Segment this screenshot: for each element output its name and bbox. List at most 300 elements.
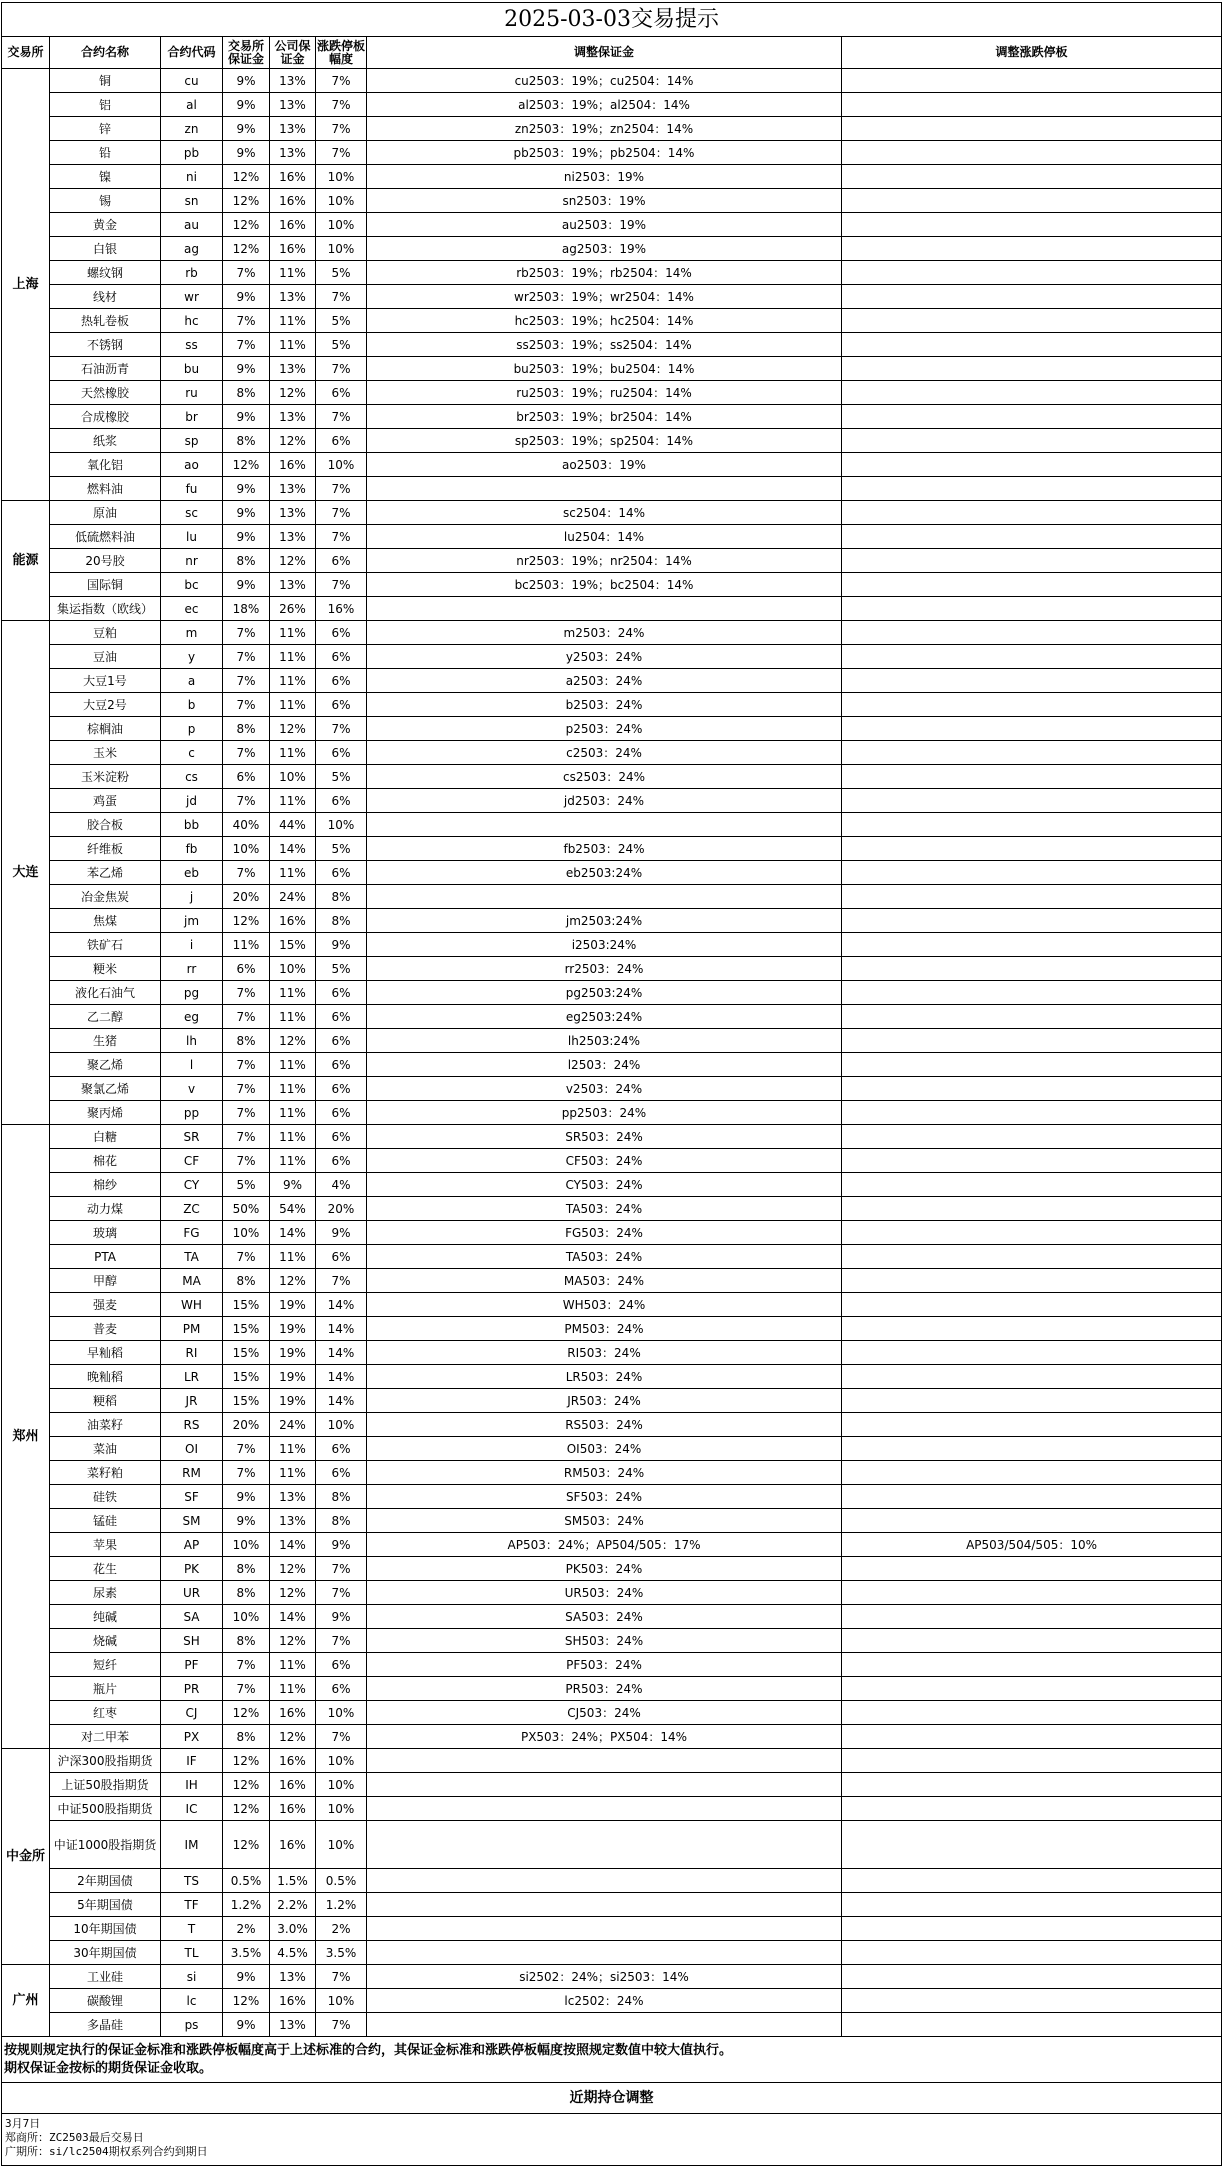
contract-name-cell: 5年期国债	[50, 1893, 161, 1917]
contract-code-cell: sn	[161, 189, 223, 213]
adjusted-limit-cell	[842, 141, 1222, 165]
adjusted-limit-cell	[842, 1821, 1222, 1869]
footer-line: 郑商所：ZC2503最后交易日	[5, 2131, 144, 2144]
adjusted-limit-cell	[842, 381, 1222, 405]
contract-name-cell: 菜油	[50, 1437, 161, 1461]
table-row	[2, 1677, 1222, 1701]
company-margin-cell: 13%	[270, 1965, 316, 1989]
exchange-margin-cell: 12%	[223, 1821, 270, 1869]
adjusted-margin-cell: lh2503:24%	[367, 1029, 842, 1053]
contract-name-cell: 胶合板	[50, 813, 161, 837]
exchange-margin-cell: 8%	[223, 549, 270, 573]
adjusted-limit-cell	[842, 1173, 1222, 1197]
contract-code-cell: ss	[161, 333, 223, 357]
contract-code-cell: nr	[161, 549, 223, 573]
exchange-cell: 广州	[2, 1965, 50, 2037]
contract-code-cell: hc	[161, 309, 223, 333]
table-row	[2, 1437, 1222, 1461]
company-margin-cell: 26%	[270, 597, 316, 621]
adjusted-margin-cell	[367, 1869, 842, 1893]
contract-name-cell: 白银	[50, 237, 161, 261]
table-row	[2, 1773, 1222, 1797]
exchange-margin-cell: 20%	[223, 885, 270, 909]
company-margin-cell: 11%	[270, 1125, 316, 1149]
table-row	[2, 165, 1222, 189]
adjusted-margin-cell: bc2503：19%；bc2504：14%	[367, 573, 842, 597]
contract-code-cell: j	[161, 885, 223, 909]
exchange-margin-cell: 5%	[223, 1173, 270, 1197]
price-limit-cell: 9%	[316, 1221, 367, 1245]
contract-name-cell: 纸浆	[50, 429, 161, 453]
contract-name-cell: 烧碱	[50, 1629, 161, 1653]
adjusted-limit-cell	[842, 1077, 1222, 1101]
contract-name-cell: 多晶硅	[50, 2013, 161, 2037]
adjusted-limit-cell	[842, 693, 1222, 717]
table-row	[2, 1293, 1222, 1317]
position-adjust-notes	[2, 2114, 1222, 2166]
adjusted-margin-cell: cu2503：19%；cu2504：14%	[367, 69, 842, 93]
contract-code-cell: wr	[161, 285, 223, 309]
table-row	[2, 621, 1222, 645]
contract-name-cell: 集运指数（欧线）	[50, 597, 161, 621]
exchange-margin-cell: 12%	[223, 909, 270, 933]
contract-code-cell: LR	[161, 1365, 223, 1389]
adjusted-margin-cell: ss2503：19%；ss2504：14%	[367, 333, 842, 357]
company-margin-cell: 13%	[270, 2013, 316, 2037]
company-margin-cell: 4.5%	[270, 1941, 316, 1965]
adjusted-margin-cell: sn2503：19%	[367, 189, 842, 213]
company-margin-cell: 19%	[270, 1341, 316, 1365]
contract-name-cell: 合成橡胶	[50, 405, 161, 429]
price-limit-cell: 7%	[316, 1629, 367, 1653]
contract-name-cell: PTA	[50, 1245, 161, 1269]
adjusted-margin-cell: cs2503：24%	[367, 765, 842, 789]
company-margin-cell: 13%	[270, 477, 316, 501]
adjusted-margin-cell: RI503：24%	[367, 1341, 842, 1365]
price-limit-cell: 10%	[316, 1413, 367, 1437]
table-row	[2, 1221, 1222, 1245]
adjusted-limit-cell	[842, 1989, 1222, 2013]
exchange-margin-cell: 8%	[223, 381, 270, 405]
header-contract-name: 合约名称	[50, 37, 161, 69]
company-margin-cell: 16%	[270, 189, 316, 213]
company-margin-cell: 11%	[270, 309, 316, 333]
contract-code-cell: PR	[161, 1677, 223, 1701]
header-adjusted-margin: 调整保证金	[367, 37, 842, 69]
company-margin-cell: 11%	[270, 1149, 316, 1173]
contract-code-cell: OI	[161, 1437, 223, 1461]
contract-code-cell: TA	[161, 1245, 223, 1269]
adjusted-margin-cell: p2503：24%	[367, 717, 842, 741]
exchange-margin-cell: 50%	[223, 1197, 270, 1221]
adjusted-margin-cell: br2503：19%；br2504：14%	[367, 405, 842, 429]
contract-name-cell: 花生	[50, 1557, 161, 1581]
adjusted-limit-cell	[842, 1341, 1222, 1365]
company-margin-cell: 16%	[270, 909, 316, 933]
adjusted-margin-cell: eb2503:24%	[367, 861, 842, 885]
adjusted-limit-cell	[842, 1581, 1222, 1605]
contract-name-cell: 玉米淀粉	[50, 765, 161, 789]
company-margin-cell: 13%	[270, 357, 316, 381]
adjusted-limit-cell	[842, 1773, 1222, 1797]
price-limit-cell: 6%	[316, 693, 367, 717]
table-row	[2, 381, 1222, 405]
table-row	[2, 141, 1222, 165]
table-row	[2, 645, 1222, 669]
contract-name-cell: 10年期国债	[50, 1917, 161, 1941]
price-limit-cell: 8%	[316, 1485, 367, 1509]
price-limit-cell: 6%	[316, 981, 367, 1005]
company-margin-cell: 13%	[270, 93, 316, 117]
contract-name-cell: 甲醇	[50, 1269, 161, 1293]
contract-code-cell: a	[161, 669, 223, 693]
contract-name-cell: 动力煤	[50, 1197, 161, 1221]
exchange-margin-cell: 7%	[223, 333, 270, 357]
exchange-margin-cell: 7%	[223, 693, 270, 717]
adjusted-margin-cell: fb2503：24%	[367, 837, 842, 861]
company-margin-cell: 11%	[270, 1101, 316, 1125]
price-limit-cell: 14%	[316, 1365, 367, 1389]
adjusted-limit-cell	[842, 717, 1222, 741]
table-row	[2, 1077, 1222, 1101]
adjusted-limit-cell	[842, 1701, 1222, 1725]
contract-code-cell: jm	[161, 909, 223, 933]
adjusted-limit-cell	[842, 957, 1222, 981]
contract-name-cell: 不锈钢	[50, 333, 161, 357]
price-limit-cell: 7%	[316, 405, 367, 429]
table-row	[2, 1101, 1222, 1125]
adjusted-limit-cell	[842, 1293, 1222, 1317]
adjusted-limit-cell: AP503/504/505：10%	[842, 1533, 1222, 1557]
table-row	[2, 1365, 1222, 1389]
exchange-margin-cell: 7%	[223, 261, 270, 285]
table-row	[2, 1701, 1222, 1725]
adjusted-limit-cell	[842, 1053, 1222, 1077]
contract-code-cell: fu	[161, 477, 223, 501]
adjusted-margin-cell: MA503：24%	[367, 1269, 842, 1293]
contract-name-cell: 中证1000股指期货	[50, 1821, 161, 1869]
contract-code-cell: SM	[161, 1509, 223, 1533]
adjusted-margin-cell	[367, 1749, 842, 1773]
table-row	[2, 933, 1222, 957]
adjusted-limit-cell	[842, 429, 1222, 453]
trading-tips-sheet	[1, 2, 1221, 2166]
contract-name-cell: 黄金	[50, 213, 161, 237]
company-margin-cell: 12%	[270, 1629, 316, 1653]
exchange-margin-cell: 12%	[223, 1701, 270, 1725]
contract-code-cell: m	[161, 621, 223, 645]
company-margin-cell: 13%	[270, 405, 316, 429]
exchange-margin-cell: 9%	[223, 1965, 270, 1989]
adjusted-limit-cell	[842, 1965, 1222, 1989]
contract-name-cell: 油菜籽	[50, 1413, 161, 1437]
exchange-margin-cell: 12%	[223, 1989, 270, 2013]
adjusted-limit-cell	[842, 1557, 1222, 1581]
adjusted-margin-cell: sc2504：14%	[367, 501, 842, 525]
table-row	[2, 1749, 1222, 1773]
adjusted-margin-cell: pg2503:24%	[367, 981, 842, 1005]
exchange-margin-cell: 7%	[223, 861, 270, 885]
contract-name-cell: 棉纱	[50, 1173, 161, 1197]
company-margin-cell: 12%	[270, 717, 316, 741]
adjusted-limit-cell	[842, 1725, 1222, 1749]
contract-code-cell: ag	[161, 237, 223, 261]
company-margin-cell: 11%	[270, 1053, 316, 1077]
exchange-margin-cell: 8%	[223, 1029, 270, 1053]
price-limit-cell: 5%	[316, 837, 367, 861]
price-limit-cell: 7%	[316, 717, 367, 741]
table-row	[2, 1965, 1222, 1989]
price-limit-cell: 6%	[316, 1077, 367, 1101]
adjusted-margin-cell	[367, 1821, 842, 1869]
price-limit-cell: 6%	[316, 1653, 367, 1677]
price-limit-cell: 10%	[316, 1797, 367, 1821]
exchange-margin-cell: 20%	[223, 1413, 270, 1437]
exchange-margin-cell: 9%	[223, 2013, 270, 2037]
company-margin-cell: 14%	[270, 1221, 316, 1245]
company-margin-cell: 11%	[270, 861, 316, 885]
company-margin-cell: 13%	[270, 141, 316, 165]
adjusted-margin-cell: b2503：24%	[367, 693, 842, 717]
table-row	[2, 885, 1222, 909]
price-limit-cell: 8%	[316, 909, 367, 933]
contract-code-cell: bu	[161, 357, 223, 381]
company-margin-cell: 11%	[270, 981, 316, 1005]
price-limit-cell: 7%	[316, 1269, 367, 1293]
price-limit-cell: 7%	[316, 141, 367, 165]
adjusted-margin-cell: hc2503：19%；hc2504：14%	[367, 309, 842, 333]
adjusted-limit-cell	[842, 1245, 1222, 1269]
adjusted-margin-cell	[367, 813, 842, 837]
exchange-margin-cell: 12%	[223, 237, 270, 261]
price-limit-cell: 7%	[316, 285, 367, 309]
exchange-margin-cell: 15%	[223, 1389, 270, 1413]
contract-code-cell: rr	[161, 957, 223, 981]
contract-code-cell: sc	[161, 501, 223, 525]
adjusted-margin-cell: TA503：24%	[367, 1245, 842, 1269]
price-limit-cell: 6%	[316, 1437, 367, 1461]
table-row	[2, 1725, 1222, 1749]
table-row	[2, 669, 1222, 693]
contract-name-cell: 上证50股指期货	[50, 1773, 161, 1797]
exchange-margin-cell: 7%	[223, 1005, 270, 1029]
table-row	[2, 1869, 1222, 1893]
exchange-margin-cell: 0.5%	[223, 1869, 270, 1893]
price-limit-cell: 10%	[316, 213, 367, 237]
contract-code-cell: lh	[161, 1029, 223, 1053]
table-row	[2, 573, 1222, 597]
table-row	[2, 837, 1222, 861]
table-row	[2, 285, 1222, 309]
adjusted-limit-cell	[842, 741, 1222, 765]
company-margin-cell: 11%	[270, 741, 316, 765]
company-margin-cell: 14%	[270, 1605, 316, 1629]
adjusted-margin-cell: pp2503：24%	[367, 1101, 842, 1125]
exchange-margin-cell: 9%	[223, 93, 270, 117]
exchange-cell: 中金所	[2, 1749, 50, 1965]
header-company-margin: 公司保证金	[270, 37, 316, 69]
price-limit-cell: 10%	[316, 453, 367, 477]
company-margin-cell: 54%	[270, 1197, 316, 1221]
adjusted-limit-cell	[842, 789, 1222, 813]
exchange-margin-cell: 8%	[223, 429, 270, 453]
adjusted-limit-cell	[842, 1221, 1222, 1245]
adjusted-limit-cell	[842, 885, 1222, 909]
adjusted-limit-cell	[842, 477, 1222, 501]
price-limit-cell: 7%	[316, 1965, 367, 1989]
contract-code-cell: TF	[161, 1893, 223, 1917]
contract-code-cell: y	[161, 645, 223, 669]
contract-name-cell: 聚乙烯	[50, 1053, 161, 1077]
exchange-margin-cell: 12%	[223, 1797, 270, 1821]
adjusted-margin-cell: au2503：19%	[367, 213, 842, 237]
adjusted-limit-cell	[842, 1749, 1222, 1773]
contract-code-cell: c	[161, 741, 223, 765]
contract-code-cell: RI	[161, 1341, 223, 1365]
price-limit-cell: 6%	[316, 1029, 367, 1053]
table-row	[2, 1005, 1222, 1029]
company-margin-cell: 13%	[270, 1485, 316, 1509]
adjusted-margin-cell: OI503：24%	[367, 1437, 842, 1461]
price-limit-cell: 4%	[316, 1173, 367, 1197]
adjusted-limit-cell	[842, 1101, 1222, 1125]
contract-code-cell: l	[161, 1053, 223, 1077]
contract-name-cell: 燃料油	[50, 477, 161, 501]
exchange-margin-cell: 6%	[223, 957, 270, 981]
contract-name-cell: 沪深300股指期货	[50, 1749, 161, 1773]
contract-name-cell: 强麦	[50, 1293, 161, 1317]
contract-name-cell: 棉花	[50, 1149, 161, 1173]
contract-code-cell: CJ	[161, 1701, 223, 1725]
exchange-margin-cell: 12%	[223, 1773, 270, 1797]
table-row	[2, 501, 1222, 525]
adjusted-margin-cell: y2503：24%	[367, 645, 842, 669]
adjusted-margin-cell: a2503：24%	[367, 669, 842, 693]
adjusted-limit-cell	[842, 1485, 1222, 1509]
adjusted-limit-cell	[842, 237, 1222, 261]
company-margin-cell: 19%	[270, 1365, 316, 1389]
price-limit-cell: 7%	[316, 93, 367, 117]
adjusted-margin-cell: v2503：24%	[367, 1077, 842, 1101]
exchange-margin-cell: 40%	[223, 813, 270, 837]
table-row	[2, 1557, 1222, 1581]
table-row	[2, 981, 1222, 1005]
company-margin-cell: 24%	[270, 1413, 316, 1437]
adjusted-limit-cell	[842, 1389, 1222, 1413]
price-limit-cell: 6%	[316, 645, 367, 669]
adjusted-limit-cell	[842, 2013, 1222, 2037]
footer-line: 3月7日	[5, 2117, 41, 2130]
contract-name-cell: 国际铜	[50, 573, 161, 597]
adjusted-limit-cell	[842, 1629, 1222, 1653]
adjusted-margin-cell: i2503:24%	[367, 933, 842, 957]
contract-code-cell: rb	[161, 261, 223, 285]
price-limit-cell: 5%	[316, 765, 367, 789]
adjusted-margin-cell: SM503：24%	[367, 1509, 842, 1533]
adjusted-limit-cell	[842, 933, 1222, 957]
contract-name-cell: 石油沥青	[50, 357, 161, 381]
price-limit-cell: 6%	[316, 1677, 367, 1701]
adjusted-margin-cell: zn2503：19%；zn2504：14%	[367, 117, 842, 141]
adjusted-limit-cell	[842, 1893, 1222, 1917]
exchange-margin-cell: 9%	[223, 477, 270, 501]
exchange-margin-cell: 18%	[223, 597, 270, 621]
exchange-margin-cell: 15%	[223, 1365, 270, 1389]
contract-name-cell: 2年期国债	[50, 1869, 161, 1893]
exchange-margin-cell: 9%	[223, 141, 270, 165]
contract-code-cell: lu	[161, 525, 223, 549]
adjusted-margin-cell	[367, 1917, 842, 1941]
adjusted-limit-cell	[842, 1317, 1222, 1341]
contract-code-cell: b	[161, 693, 223, 717]
table-row	[2, 741, 1222, 765]
company-margin-cell: 11%	[270, 1653, 316, 1677]
contract-name-cell: 锰硅	[50, 1509, 161, 1533]
table-row	[2, 1149, 1222, 1173]
contract-code-cell: pb	[161, 141, 223, 165]
contract-name-cell: 铜	[50, 69, 161, 93]
exchange-margin-cell: 9%	[223, 357, 270, 381]
adjusted-limit-cell	[842, 501, 1222, 525]
table-row	[2, 93, 1222, 117]
company-margin-cell: 11%	[270, 1077, 316, 1101]
adjusted-margin-cell: ao2503：19%	[367, 453, 842, 477]
section-title: 近期持仓调整	[2, 2083, 1222, 2114]
company-margin-cell: 12%	[270, 1581, 316, 1605]
price-limit-cell: 6%	[316, 741, 367, 765]
exchange-margin-cell: 9%	[223, 1485, 270, 1509]
table-row	[2, 1941, 1222, 1965]
exchange-margin-cell: 6%	[223, 765, 270, 789]
table-row	[2, 1389, 1222, 1413]
company-margin-cell: 13%	[270, 117, 316, 141]
contract-name-cell: 原油	[50, 501, 161, 525]
exchange-cell: 大连	[2, 621, 50, 1125]
exchange-margin-cell: 7%	[223, 1653, 270, 1677]
exchange-margin-cell: 9%	[223, 69, 270, 93]
adjusted-margin-cell: l2503：24%	[367, 1053, 842, 1077]
company-margin-cell: 12%	[270, 429, 316, 453]
contract-name-cell: 冶金焦炭	[50, 885, 161, 909]
adjusted-margin-cell: ru2503：19%；ru2504：14%	[367, 381, 842, 405]
adjusted-margin-cell: jd2503：24%	[367, 789, 842, 813]
contract-code-cell: TL	[161, 1941, 223, 1965]
company-margin-cell: 11%	[270, 1245, 316, 1269]
contract-code-cell: ps	[161, 2013, 223, 2037]
adjusted-margin-cell: UR503：24%	[367, 1581, 842, 1605]
price-limit-cell: 6%	[316, 429, 367, 453]
exchange-margin-cell: 9%	[223, 525, 270, 549]
company-margin-cell: 12%	[270, 1269, 316, 1293]
price-limit-cell: 7%	[316, 1581, 367, 1605]
table-row	[2, 1989, 1222, 2013]
contract-code-cell: bb	[161, 813, 223, 837]
adjusted-limit-cell	[842, 1797, 1222, 1821]
contract-name-cell: 碳酸锂	[50, 1989, 161, 2013]
contract-code-cell: zn	[161, 117, 223, 141]
exchange-margin-cell: 8%	[223, 1557, 270, 1581]
table-row	[2, 1245, 1222, 1269]
price-limit-cell: 10%	[316, 1701, 367, 1725]
contract-code-cell: i	[161, 933, 223, 957]
contract-name-cell: 纯碱	[50, 1605, 161, 1629]
price-limit-cell: 6%	[316, 621, 367, 645]
price-limit-cell: 10%	[316, 1989, 367, 2013]
contract-name-cell: 白糖	[50, 1125, 161, 1149]
adjusted-limit-cell	[842, 1197, 1222, 1221]
adjusted-margin-cell: RM503：24%	[367, 1461, 842, 1485]
contract-name-cell: 瓶片	[50, 1677, 161, 1701]
